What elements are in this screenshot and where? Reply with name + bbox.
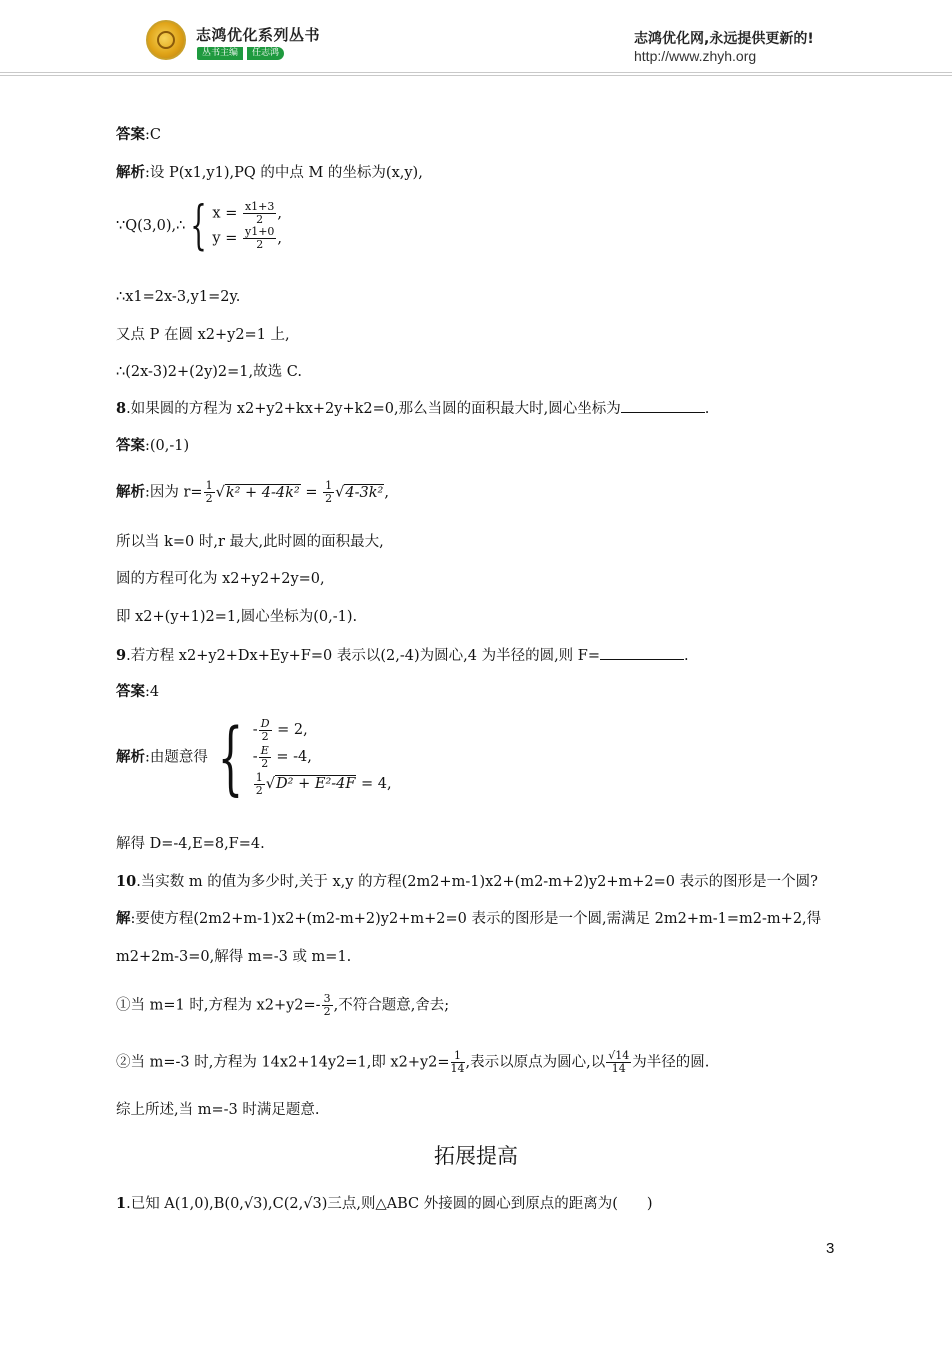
q9-question: 9.若方程 x2+y2+Dx+Ey+F=0 表示以(2,-4)为圆心,4 为半径的圆,则 F= .: [116, 647, 689, 664]
q8-answer-line: 答案:(0,-1): [116, 437, 190, 454]
editor-badge-name: 任志鸿: [247, 47, 284, 60]
q7-analysis-line-5: ∴(2x-3)2+(2y)2=1,故选 C.: [116, 364, 302, 380]
q8-analysis-line-3: 圆的方程可化为 x2+y2+2y=0,: [116, 571, 325, 587]
q10-question: 10.当实数 m 的值为多少时,关于 x,y 的方程(2m2+m-1)x2+(m2-m+2)y2+m+2=0 表示的图形是一个圆?: [116, 873, 818, 890]
q10-case-2: ②当 m=-3 时,方程为 14x2+14y2=1,即 x2+y2= $\frac{1}{14}$ ,表示以原点为圆心,以 $\frac{√14}{14}$ 为半径的圆.: [116, 1049, 710, 1075]
q8-analysis-line-1: 解析:因为 r= $\frac{1}{2}$ √k² + 4-4k² = $\frac{1}{2}$ √4-3k²,: [116, 479, 389, 505]
header-slogan: 志鸿优化网,永远提供更新的!: [634, 31, 814, 47]
q7-answer-line: 答案:C: [116, 126, 161, 143]
header-url: http://www.zhyh.org: [634, 48, 757, 64]
header-divider-2: [0, 75, 952, 76]
q10-solution-line-2: m2+2m-3=0,解得 m=-3 或 m=1.: [116, 949, 352, 965]
q9-analysis-system: 解析:由题意得 {- $\frac{D}{2}$ = 2, - $\frac{E}{2}$ = -4, $\frac{1}{2}$ √D² + E²-4F = 4,: [116, 710, 392, 804]
q7-analysis-line-3: ∴x1=2x-3,y1=2y.: [116, 289, 241, 305]
q8-analysis-line-2: 所以当 k=0 时,r 最大,此时圆的面积最大,: [116, 534, 384, 550]
series-title: 志鸿优化系列丛书: [196, 26, 321, 44]
q10-case-1: ①当 m=1 时,方程为 x2+y2=- $\frac{3}{2}$ ,不符合题意,舍去;: [116, 992, 450, 1018]
q8-question: 8.如果圆的方程为 x2+y2+kx+2y+k2=0,那么当圆的面积最大时,圆心坐标为 .: [116, 400, 710, 417]
header-divider: [0, 72, 952, 73]
q10-solution-line-1: 解:要使方程(2m2+m-1)x2+(m2-m+2)y2+m+2=0 表示的图形是一个圆,需满足 2m2+m-1=m2-m+2,得: [116, 910, 822, 927]
editor-badge-label: 丛书主编: [197, 47, 243, 60]
q9-solve-line: 解得 D=-4,E=8,F=4.: [116, 836, 265, 852]
q7-analysis-line-4: 又点 P 在圆 x2+y2=1 上,: [116, 327, 290, 343]
page-number: 3: [826, 1240, 835, 1257]
q8-analysis-line-4: 即 x2+(y+1)2=1,圆心坐标为(0,-1).: [116, 609, 358, 625]
ext1-question: 1.已知 A(1,0),B(0,√3),C(2,√3)三点,则△ABC 外接圆的圆心到原点的距离为( ): [116, 1195, 653, 1212]
series-logo-icon: [146, 20, 186, 60]
q9-answer-line: 答案:4: [116, 683, 160, 700]
section-title: 拓展提高: [434, 1144, 518, 1168]
q7-system: ∵Q(3,0),∴ { x = $\frac{x1+3}{2}$ , y = $\frac{y1+0}{2}$ ,: [116, 196, 283, 256]
q8-answer-blank: [621, 398, 705, 413]
q10-summary: 综上所述,当 m=-3 时满足题意.: [116, 1102, 320, 1118]
q7-analysis-line-1: 解析:设 P(x1,y1),PQ 的中点 M 的坐标为(x,y),: [116, 164, 423, 181]
q9-answer-blank: [600, 645, 684, 660]
